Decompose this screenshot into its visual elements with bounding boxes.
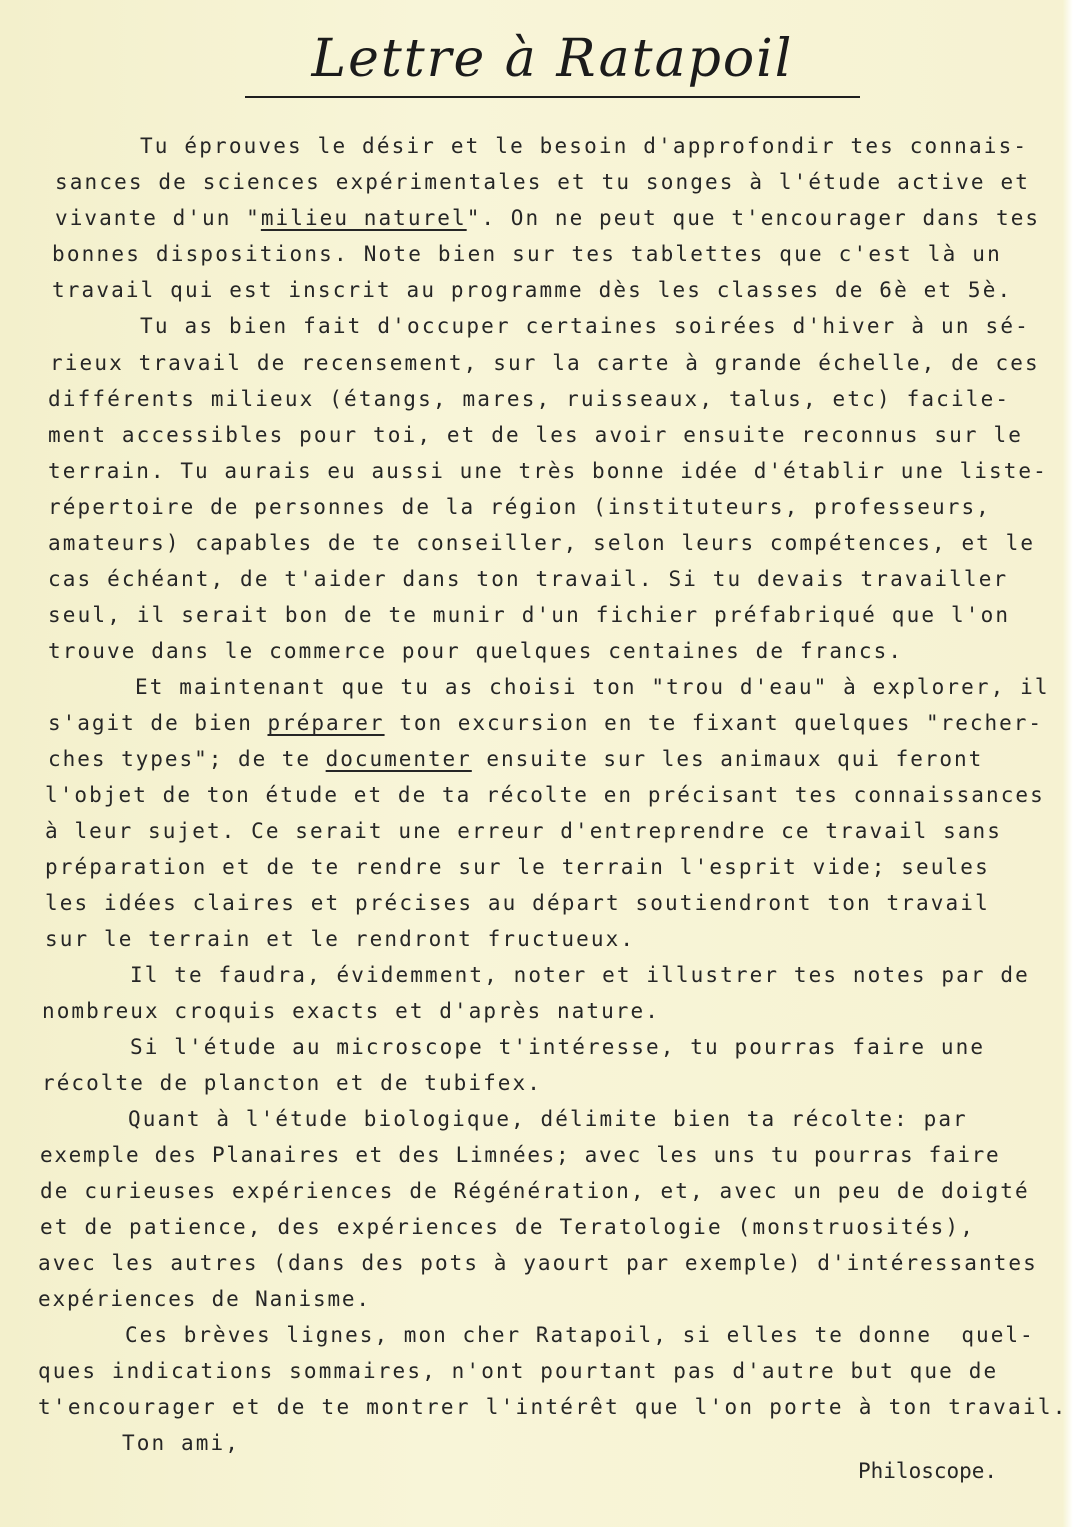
- text-line: [130, 1029, 985, 1065]
- line-text: et de patience, des expériences de Teratologie (monstruosités),: [40, 1215, 976, 1239]
- line-text: Si l'étude au microscope t'intéresse, tu pourras faire une: [130, 1035, 986, 1059]
- text-line: [45, 885, 990, 921]
- text-line: [42, 1065, 542, 1101]
- line-text: Ton ami,: [122, 1431, 241, 1455]
- line-text: préparation et de te rendre sur le terrain l'esprit vide; seules: [45, 855, 990, 879]
- title-underline: [245, 96, 860, 98]
- line-text: nombreux croquis exacts et d'après nature.: [42, 999, 660, 1023]
- text-line: [55, 200, 1040, 236]
- text-line: [40, 1173, 1030, 1209]
- text-line: [45, 777, 1045, 813]
- line-text: rieux travail de recensement, sur la carte à grande échelle, de ces: [50, 351, 1040, 375]
- line-text: Tu as bien fait d'occuper certaines soirées d'hiver à un sé-: [140, 314, 1030, 338]
- line-text: à leur sujet. Ce serait une erreur d'entreprendre ce travail sans: [45, 819, 1002, 843]
- text-line: [48, 453, 1048, 489]
- text-line: [48, 489, 991, 525]
- text-line: [48, 705, 1043, 741]
- text-line: [45, 849, 990, 885]
- line-text: bonnes dispositions. Note bien sur tes tablettes que c'est là un: [52, 242, 1002, 266]
- line-text: les idées claires et précises au départ soutiendront ton travail: [45, 891, 990, 915]
- line-text: Il te faudra, évidemment, noter et illustrer tes notes par de: [130, 963, 1030, 987]
- line-text: trouve dans le commerce pour quelques centaines de francs.: [48, 639, 904, 663]
- paper-edge: [1063, 0, 1077, 1527]
- line-text: différents milieux (étangs, mares, ruisseaux, talus, etc) facile-: [48, 387, 1011, 411]
- text-line: [48, 741, 983, 777]
- text-line: [40, 1209, 975, 1245]
- line-text: ton excursion en te fixant quelques "recher-: [384, 711, 1044, 735]
- text-line: [52, 236, 1002, 272]
- line-text: répertoire de personnes de la région (instituteurs, professeurs,: [48, 495, 991, 519]
- line-text: sur le terrain et le rendront fructueux.: [45, 927, 636, 951]
- line-text: récolte de plancton et de tubifex.: [42, 1071, 542, 1095]
- letter-title: Lettre à Ratapoil: [311, 29, 794, 89]
- text-line: [48, 597, 1010, 633]
- text-line: [38, 1245, 1038, 1281]
- text-line: [38, 1281, 371, 1317]
- line-text: vivante d'un ": [55, 206, 261, 230]
- line-text: ment accessibles pour toi, et de les avoir ensuite reconnus sur le: [48, 423, 1024, 447]
- line-text: de curieuses expériences de Régénération, et, avec un peu de doigté: [40, 1179, 1030, 1203]
- text-line: [55, 164, 1030, 200]
- line-text: sances de sciences expérimentales et tu songes à l'étude active et: [55, 170, 1031, 194]
- underlined-term: documenter: [325, 747, 472, 771]
- text-line: [45, 921, 635, 957]
- underlined-term: préparer: [267, 711, 385, 735]
- line-text: Et maintenant que tu as choisi ton "trou d'eau" à explorer, il: [135, 675, 1050, 699]
- text-line: [48, 633, 903, 669]
- text-line: [135, 669, 1050, 705]
- line-text: amateurs) capables de te conseiller, selon leurs compétences, et le: [48, 531, 1036, 555]
- signature: Philoscope.: [858, 1459, 998, 1483]
- line-text: avec les autres (dans des pots à yaourt par exemple) d'intéressantes: [38, 1251, 1038, 1275]
- text-line: [125, 1317, 1035, 1353]
- text-line: [128, 1101, 968, 1137]
- text-line: [48, 417, 1023, 453]
- line-text: s'agit de bien: [48, 711, 268, 735]
- text-line: [140, 128, 1028, 164]
- line-text: expériences de Nanisme.: [38, 1287, 371, 1311]
- line-text: seul, il serait bon de te munir d'un fichier préfabriqué que l'on: [48, 603, 1011, 627]
- text-line: [130, 957, 1030, 993]
- text-line: [42, 993, 660, 1029]
- text-line: [45, 813, 1002, 849]
- line-text: Ces brèves lignes, mon cher Ratapoil, si elles te donne quel-: [125, 1323, 1035, 1347]
- text-line: [48, 525, 1035, 561]
- line-text: exemple des Planaires et des Limnées; avec les uns tu pourras faire: [40, 1143, 1001, 1167]
- underlined-term: milieu naturel: [260, 206, 467, 230]
- line-text: l'objet de ton étude et de ta récolte en précisant tes connaissances: [45, 783, 1045, 807]
- text-line: [140, 308, 1030, 344]
- text-line: [38, 1389, 1068, 1425]
- text-line: [52, 272, 1012, 308]
- line-text: ques indications sommaires, n'ont pourtant pas d'autre but que de: [38, 1359, 999, 1383]
- line-text: Quant à l'étude biologique, délimite bien ta récolte: par: [128, 1107, 968, 1131]
- line-text: ensuite sur les animaux qui feront: [471, 747, 984, 771]
- line-text: t'encourager et de te montrer l'intérêt que l'on porte à ton travail.: [38, 1395, 1068, 1419]
- text-line: [40, 1137, 1000, 1173]
- text-line: [38, 1353, 998, 1389]
- line-text: cas échéant, de t'aider dans ton travail. Si tu devais travailler: [48, 567, 1009, 591]
- text-line: [48, 381, 1010, 417]
- text-line: [122, 1425, 240, 1461]
- line-text: Tu éprouves le désir et le besoin d'approfondir tes connais-: [140, 134, 1029, 158]
- text-line: [50, 345, 1040, 381]
- text-line: [48, 561, 1008, 597]
- line-text: ches types"; de te: [48, 747, 326, 771]
- line-text: ". On ne peut que t'encourager dans tes: [466, 206, 1041, 230]
- line-text: terrain. Tu aurais eu aussi une très bonne idée d'établir une liste-: [48, 459, 1048, 483]
- line-text: travail qui est inscrit au programme dès les classes de 6è et 5è.: [52, 278, 1013, 302]
